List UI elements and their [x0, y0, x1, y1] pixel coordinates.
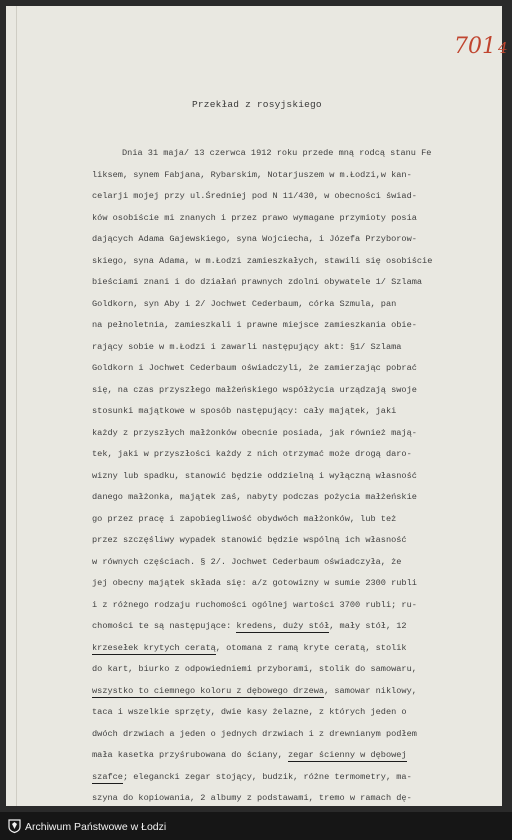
line-text: Goldkorn, syn Aby i 2/ Jochwet Cederbaum, córka Szmula, pan [92, 298, 397, 309]
text-line [92, 208, 496, 230]
text-line [92, 552, 496, 574]
document-title: Przekład z rosyjskiego [192, 99, 322, 110]
text-line [92, 616, 496, 638]
line-text: bieściami znani i do działań prawnych zdolni obywatele 1/ Szlama [92, 277, 423, 287]
text-line [92, 767, 496, 789]
text-line [92, 595, 496, 617]
line-text: i z różnego rodzaju ruchomości ogólnej wartości 3700 rubli; ru- [92, 599, 417, 610]
archive-label [8, 819, 166, 833]
line-text: chomości te są następujące: [92, 621, 237, 631]
line-text: szyna do kopiowania, 2 albumy z podstawami, tremo w ramach dę- [92, 793, 412, 803]
line-text: skiego, syna Adama, w m.Łodzi zamieszkałych, stawili się osobiście [92, 255, 433, 266]
line-text: dwóch drzwiach a jeden o jednych drzwiach i z drewnianym podłem [92, 728, 417, 739]
line-text: każdy z przyszłych małżonków obecnie posiada, jak również mają- [92, 427, 417, 438]
line-text: Dnia 31 maja/ 13 czerwca 1912 roku przede mną rodcą stanu Fe [122, 148, 432, 158]
line-text: dających Adama Gajewskiego, syna Wojciecha, i Józefa Przyborow- [92, 234, 417, 244]
text-line [92, 509, 496, 531]
text-line [92, 251, 496, 273]
line-text: go przez pracę i zapobiegliwość obydwóch małżonków, lub też [92, 513, 397, 524]
line-text-after: , samowar niklowy, [324, 685, 417, 696]
line-text: wizny lub spadku, stanowić będzie oddzielną i wyłączną własność [92, 470, 417, 481]
line-text-after: , otomana z ramą kryte ceratą, stolik [215, 642, 407, 653]
archive-crest-icon [8, 819, 21, 833]
text-line [92, 659, 496, 681]
line-text: liksem, synem Fabjana, Rybarskim, Notarjuszem w m.Łodzi,w kan- [92, 169, 412, 180]
document-page [6, 6, 508, 806]
text-line [92, 272, 496, 294]
text-line [92, 401, 496, 423]
line-text-after: ; elegancki zegar stojący, budzik, różne termometry, ma- [122, 771, 412, 782]
text-line [92, 380, 496, 402]
text-line [92, 423, 496, 445]
line-text: przez szczęśliwy wypadek stanowić będzie wspólną ich własność [92, 535, 407, 545]
underlined-text: szafce [92, 771, 123, 782]
margin-note-tail: 4 [498, 39, 508, 57]
line-text: celarji mojej przy ul.Średniej pod N 11/430, w obecności świad- [92, 191, 417, 201]
line-text: taca i wszelkie sprzęty, dwie kasy żelazne, z których jeden o [92, 707, 407, 717]
text-line [92, 315, 496, 337]
archive-name: Archiwum Państwowe w Łodzi [25, 821, 167, 833]
text-line [92, 294, 496, 316]
page-margin-line [16, 6, 17, 806]
margin-page-number [454, 36, 508, 58]
margin-note: 701 [454, 34, 496, 59]
underlined-text: kredens, duży stół [236, 621, 330, 631]
text-line [92, 165, 496, 187]
text-line [92, 530, 496, 552]
line-text: tek, jaki w przyszłości każdy z nich otrzymać może drogą daro- [92, 449, 412, 459]
text-line [92, 573, 496, 595]
line-text: Goldkorn i Jochwet Cederbaum oświadczyli, że zamierzając pobrać [92, 363, 417, 373]
text-line [92, 229, 496, 251]
text-line [92, 444, 496, 466]
line-text: do kart, biurko z odpowiedniemi przyborami, stolik do samowaru, [92, 664, 417, 674]
text-line [92, 702, 496, 724]
underlined-text: krzesełek krytych ceratą [92, 642, 216, 653]
line-text: stosunki majątkowe w sposób następujący: cały majątek, jaki [92, 406, 397, 416]
line-text: ków osobiście mi znanych i przez prawo wymagane przymioty posia [92, 212, 417, 223]
line-text: w równych częściach. § 2/. Jochwet Cederbaum oświadczyła, że [92, 556, 402, 567]
text-line [92, 745, 496, 767]
underlined-text: zegar ścienny w dębowej [287, 750, 407, 760]
line-text: na pełnoletnia, zamieszkali i prawne miejsce zamieszkania obie- [92, 320, 417, 330]
document-body [92, 143, 496, 831]
line-text: mała kasetka przyśrubowana do ściany, [92, 750, 288, 760]
archive-footer [0, 812, 512, 840]
line-text-after: , mały stół, 12 [329, 621, 407, 631]
underlined-text: wszystko to ciemnego koloru z dębowego drzewa [92, 685, 325, 696]
text-line [92, 358, 496, 380]
line-text: rający sobie w m.Łodzi i zawarli następujący akt: §1/ Szlama [92, 341, 402, 352]
text-line [92, 337, 496, 359]
line-text: jej obecny majątek składa się: a/z gotowizny w sumie 2300 rubli [92, 578, 417, 588]
text-line [92, 487, 496, 509]
line-text: danego małżonka, majątek zaś, nabyty podczas pożycia małżeńskie [92, 492, 417, 502]
text-line [92, 788, 496, 810]
line-text: się, na czas przyszłego małżeńskiego współżycia urządzają swoje [92, 384, 417, 395]
text-line [92, 143, 496, 165]
text-line [92, 466, 496, 488]
text-line [92, 681, 496, 703]
text-line [92, 638, 496, 660]
text-line [92, 186, 496, 208]
text-line [92, 724, 496, 746]
